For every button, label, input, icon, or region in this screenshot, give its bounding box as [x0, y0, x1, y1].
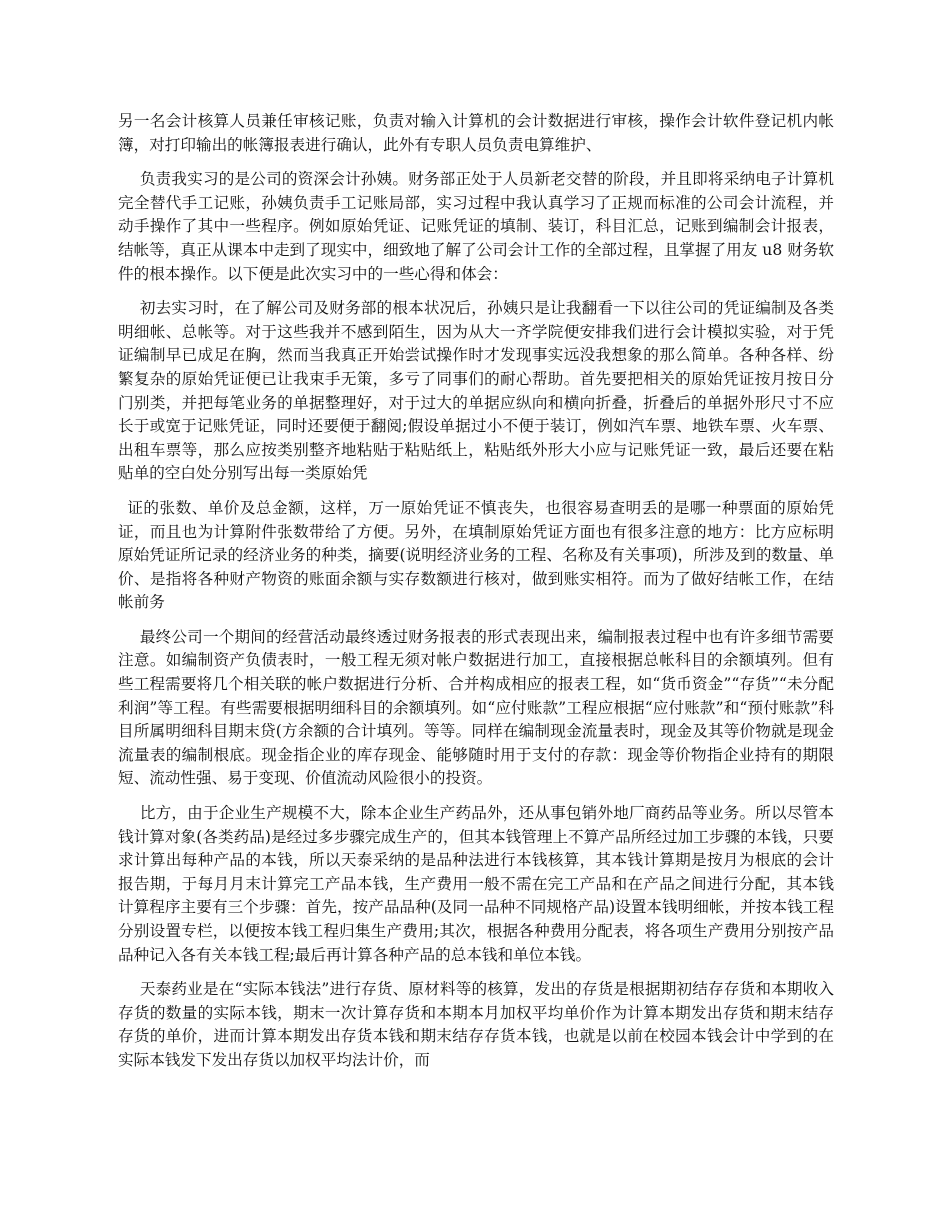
paragraph-4: 证的张数、单价及总金额，这样，万一原始凭证不慎丧失，也很容易查明丢的是哪一种票面的原始凭证，而且也为计算附件张数带给了方便。另外，在填制原始凭证方面也有很多注意的地方：比方应标明原始凭证所记录的经济业务的种类，摘要(说明经济业务的工程、名称及有关事项)，所涉及到的数量、单价、是指将各种财产物资的账面余额与实存数额进行核对，做到账实相符。而为了做好结帐工作，在结帐前务 [118, 498, 834, 612]
paragraph-6: 比方，由于企业生产规模不大，除本企业生产药品外，还从事包销外地厂商药品等业务。所以尽管本钱计算对象(各类药品)是经过多步骤完成生产的，但其本钱管理上不算产品所经过加工步骤的本钱，只要求计算出每种产品的本钱，所以天泰采纳的是品种法进行本钱核算，其本钱计算期是按月为根底的会计报告期，于每月月末计算完工产品本钱，生产费用一般不需在完工产品和在产品之间进行分配，其本钱计算程序主要有三个步骤：首先，按产品品种(及同一品种不同规格产品)设置本钱明细帐，并按本钱工程分别设置专栏，以便按本钱工程归集生产费用;其次，根据各种费用分配表，将各项生产费用分别按产品品种记入各有关本钱工程;最后再计算各种产品的总本钱和单位本钱。 [118, 804, 834, 964]
paragraph-3: 初去实习时，在了解公司及财务部的根本状况后，孙姨只是让我翻看一下以往公司的凭证编制及各类明细帐、总帐等。对于这些我并不感到陌生，因为从大一齐学院便安排我们进行会计模拟实验，对于凭证编制早已成足在胸，然而当我真正开始尝试操作时才发现事实远没我想象的那么简单。各种各样、纷繁复杂的原始凭证便已让我束手无策，多亏了同事们的耐心帮助。首先要把相关的原始凭证按月按日分门别类，并把每笔业务的单据整理好，对于过大的单据应纵向和横向折叠，折叠后的单据外形尺寸不应长于或宽于记账凭证，同时还要便于翻阅;假设单据过小不便于装订，例如汽车票、地铁车票、火车票、出租车票等，那么应按类别整齐地粘贴于粘贴纸上，粘贴纸外形大小应与记账凭证一致，最后还要在粘贴单的空白处分别写出每一类原始凭 [118, 299, 834, 483]
document-page [118, 110, 834, 1084]
paragraph-5: 最终公司一个期间的经营活动最终透过财务报表的形式表现出来，编制报表过程中也有许多细节需要注意。如编制资产负债表时，一般工程无须对帐户数据进行加工，直接根据总帐科目的余额填列。但有些工程需要将几个相关联的帐户数据进行分析、合并构成相应的报表工程，如“货币资金”“存货”“未分配利润”等工程。有些需要根据明细科目的余额填列。如“应付账款”工程应根据“应付账款”和“预付账款”科目所属明细科目期末贷(方余额的合计填列。等等。同样在编制现金流量表时，现金及其等价物就是现金流量表的编制根底。现金指企业的库存现金、能够随时用于支付的存款：现金等价物指企业持有的期限短、流动性强、易于变现、价值流动风险很小的投资。 [118, 627, 834, 788]
paragraph-7: 天泰药业是在“实际本钱法”进行存货、原材料等的核算，发出的存货是根据期初结存存货和本期收入存货的数量的实际本钱，期末一次计算存货和本期本月加权平均单价作为计算本期发出存货和期末结存存货的单价，进而计算本期发出存货本钱和期末结存存货本钱，也就是以前在校园本钱会计中学到的在实际本钱发下发出存货以加权平均法计价，而 [118, 980, 834, 1069]
paragraph-2: 负责我实习的是公司的资深会计孙姨。财务部正处于人员新老交替的阶段，并且即将采纳电子计算机完全替代手工记账，孙姨负责手工记账局部，实习过程中我认真学习了正规而标准的公司会计流程，并动手操作了其中一些程序。例如原始凭证、记账凭证的填制、装订，科目汇总，记账到编制会计报表，结帐等，真正从课本中走到了现实中，细致地了解了公司会计工作的全部过程，且掌握了用友 u8 财务软件的根本操作。以下便是此次实习中的一些心得和体会： [118, 170, 835, 283]
paragraph-1: 另一名会计核算人员兼任审核记账，负责对输入计算机的会计数据进行审核，操作会计软件登记机内帐簿，对打印输出的帐簿报表进行确认，此外有专职人员负责电算维护、 [118, 112, 834, 154]
